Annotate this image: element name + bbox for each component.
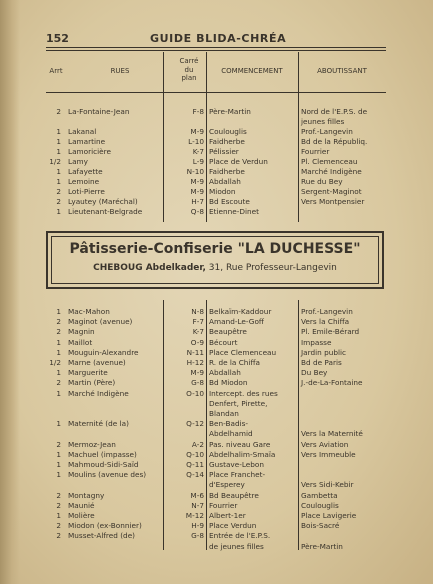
end-point: Jardin public [301,347,347,357]
end-point: Bd de Paris [301,358,342,367]
page-binding [0,0,20,584]
start-point: Blandan [209,409,239,418]
map-square: G-8 [191,378,204,388]
map-square: N-7 [191,500,204,510]
end-point: Impasse [301,337,332,347]
street-name: Magnin [68,327,95,337]
end-point: Sergent-Maginot [301,187,362,196]
table-row [46,307,386,317]
map-square: Q-12 [186,419,204,429]
start-point: de jeunes filles [209,541,264,551]
map-square: N-10 [186,167,204,176]
end-point: Vers Sidi-Kebir [301,480,354,490]
street-name: Maginot (avenue) [68,317,133,327]
start-point: Abdallah [209,368,241,378]
arrondissement: 2 [56,327,61,337]
start-point: Etienne-Dinet [209,207,259,216]
running-head: GUIDE BLIDA-CHRÉA [150,32,287,45]
table-row [46,117,386,127]
map-square: H-7 [191,197,204,206]
table-row [46,480,386,490]
start-point: Abdelhalim-Smaïa [209,449,276,459]
map-square: N-11 [186,347,204,357]
map-square: Q-11 [186,460,204,469]
header-rues: RUES [110,67,130,75]
arrondissement: 2 [56,378,61,388]
map-square: M-9 [190,127,204,136]
map-square: Q-14 [186,470,204,480]
street-name: Marché Indigène [68,388,129,398]
street-name: Marne (avenue) [68,358,126,367]
map-square: M-12 [185,511,204,520]
table-row [46,429,386,439]
end-point: Rue du Bey [301,177,343,186]
map-square: M-9 [190,187,204,196]
map-square: H-12 [186,358,204,367]
street-name: Lamoricière [68,147,111,156]
table-row [46,338,386,348]
table-row [46,511,386,521]
map-square: A-2 [191,439,204,449]
street-name: Lakanal [68,127,97,136]
street-name: Lamartine [68,137,106,146]
header-carre [172,57,206,83]
table-row [46,177,386,187]
end-point: Père-Martin [301,541,343,551]
advertisement-title: Pâtisserie-Confiserie "LA DUCHESSE" [69,241,361,257]
street-name: Lyautey (Maréchal) [68,197,138,206]
start-point: Bd Miodon [209,378,248,388]
end-point: Pl. Emile-Bérard [301,327,360,337]
start-point: Abdelhamid [209,429,253,439]
start-point: Intercept. des rues [209,388,278,398]
end-point: Nord de l'E.P.S. de [301,107,368,116]
map-square: K-7 [192,147,204,156]
table-row [46,542,386,552]
end-point: Place Lavigerie [301,511,357,520]
arrondissement: 1/2 [49,157,61,166]
header-arrt: Arrt [49,67,63,75]
start-point: Bd Beaupêtre [209,490,259,500]
header-carre-line3: plan [181,74,197,82]
street-name: Molière [68,511,95,520]
arrondissement: 1 [56,177,61,186]
start-point: Belkaïm-Kaddour [209,307,272,316]
arrondissement: 1 [56,127,61,136]
street-name: Marguerite [68,368,108,378]
start-point: R. de la Chiffa [209,358,260,367]
arrondissement: 1 [56,470,61,480]
map-square: F-7 [192,317,204,327]
start-point: Ben-Badis- [209,419,249,429]
advertisement-box [46,231,384,289]
end-point: Vers la Maternité [301,429,363,439]
end-point: Bd de la Républiq. [301,137,368,146]
table-row [46,358,386,368]
end-point: jeunes filles [301,117,345,126]
end-point: Coulouglis [301,500,339,510]
street-name: Moulins (avenue des) [68,470,147,480]
street-name: Mermoz-Jean [68,439,116,449]
arrondissement: 2 [56,197,61,206]
advertisement-street: 31, Rue Professeur-Langevin [205,263,337,273]
start-point: Faidherbe [209,137,245,146]
table-row [46,317,386,327]
map-square: H-9 [191,521,204,531]
end-point: Fourrier [301,147,330,156]
end-point: Vers la Chiffa [301,317,350,327]
arrondissement: 2 [56,317,61,327]
table-row [46,460,386,470]
page-number: 152 [46,32,69,45]
table-row [46,399,386,409]
table-row [46,107,386,117]
table-row [46,409,386,419]
end-point: Du Bey [301,368,328,378]
header-rule [46,92,386,93]
start-point: Faidherbe [209,167,245,176]
table-row [46,521,386,531]
street-name: Martin (Père) [68,378,116,388]
arrondissement: 2 [56,521,61,531]
arrondissement: 1 [56,511,61,520]
start-point: Entrée de l'E.P.S. [209,531,271,541]
header-carre-line2: du [184,65,194,74]
street-name: La-Fontaine-Jean [68,107,130,116]
table-row [46,440,386,450]
start-point: Place de Verdun [209,157,268,166]
start-point: Denfert, Pirette, [209,398,268,408]
table-row [46,419,386,429]
advertisement-address [48,263,382,273]
map-square: K-7 [192,327,204,337]
street-name: Lamy [68,157,88,166]
end-point: Prof.-Langevin [301,127,353,136]
end-point: Vers Montpensier [301,197,365,206]
end-point: Vers Immeuble [301,449,356,459]
end-point: Prof.-Langevin [301,307,353,316]
table-row [46,389,386,399]
table-row [46,167,386,177]
street-name: Maunié [68,500,95,510]
start-point: Bd Escoute [209,197,250,206]
map-square: Q-8 [190,207,204,216]
start-point: Amand-Le-Goff [209,317,264,327]
arrondissement: 1 [56,449,61,459]
street-name: Miodon (ex-Bonnier) [68,521,142,531]
street-name: Mouguin-Alexandre [68,347,139,357]
arrondissement: 1 [56,419,61,429]
arrondissement: 2 [56,439,61,449]
start-point: Place Verdun [209,521,257,531]
arrondissement: 1 [56,147,61,156]
street-name: Mahmoud-Sidi-Saïd [68,460,139,469]
table-row [46,491,386,501]
arrondissement: 1 [56,207,61,216]
street-name: Musset-Alfred (de) [68,531,136,541]
table-row [46,327,386,337]
header-aboutissant: ABOUTISSANT [317,67,367,75]
top-rule [46,47,386,48]
end-point: Pl. Clemenceau [301,157,358,166]
start-point: Abdallah [209,177,241,186]
table-row [46,348,386,358]
start-point: Place Clemenceau [209,347,277,357]
top-rule-thin [46,50,386,51]
table-row [46,470,386,480]
table-row [46,368,386,378]
arrondissement: 2 [56,107,61,116]
arrondissement: 1 [56,167,61,176]
start-point: Albert-1er [209,511,246,520]
map-square: L-9 [192,157,204,166]
start-point: Fourrier [209,500,238,510]
start-point: Miodon [209,187,236,196]
end-point: Bois-Sacré [301,521,340,531]
map-square: M-9 [190,177,204,186]
arrondissement: 2 [56,187,61,196]
start-point: Père-Martin [209,107,251,116]
table-row [46,137,386,147]
advertisement-owner: CHEBOUG Abdelkader, [93,263,206,273]
street-name: Lafayette [68,167,103,176]
table-row [46,197,386,207]
table-row [46,147,386,157]
street-name: Maillot [68,337,93,347]
map-square: N-8 [191,307,204,316]
arrondissement: 1/2 [49,358,61,367]
street-name: Loti-Pierre [68,187,105,196]
start-point: Place Franchet- [209,470,266,480]
arrondissement: 2 [56,500,61,510]
start-point: d'Esperey [209,480,245,490]
map-square: M-6 [190,490,204,500]
table-row [46,531,386,541]
table-row [46,157,386,167]
table-row [46,187,386,197]
arrondissement: 1 [56,337,61,347]
start-point: Beaupêtre [209,327,247,337]
street-name: Lemoine [68,177,100,186]
street-name: Machuel (impasse) [68,449,137,459]
start-point: Bécourt [209,337,238,347]
table-row [46,127,386,137]
map-square: L-10 [188,137,204,146]
header-commencement: COMMENCEMENT [221,67,283,75]
map-square: G-8 [191,531,204,541]
map-square: Q-10 [186,449,204,459]
arrondissement: 2 [56,531,61,541]
arrondissement: 2 [56,490,61,500]
arrondissement: 1 [56,368,61,378]
end-point: J.-de-La-Fontaine [301,378,363,388]
arrondissement: 1 [56,460,61,469]
map-square: M-9 [190,368,204,378]
arrondissement: 1 [56,307,61,316]
start-point: Pélissier [209,147,239,156]
table-row [46,501,386,511]
map-square: O-10 [186,388,204,398]
arrondissement: 1 [56,388,61,398]
street-name: Mac-Mahon [68,307,110,316]
end-point: Gambetta [301,490,338,500]
street-name: Lieutenant-Belgrade [68,207,143,216]
map-square: O-9 [190,337,204,347]
arrondissement: 1 [56,137,61,146]
end-point: Marché Indigène [301,167,362,176]
header-carre-line1: Carré [179,57,199,65]
map-square: F-8 [192,107,204,116]
table-row [46,450,386,460]
arrondissement: 1 [56,347,61,357]
street-name: Montagny [68,490,105,500]
start-point: Gustave-Lebon [209,460,265,469]
table-row [46,378,386,388]
table-row [46,207,386,217]
start-point: Pas. niveau Gare [209,439,271,449]
end-point: Vers Aviation [301,439,349,449]
start-point: Coulouglis [209,127,247,136]
street-name: Maternité (de la) [68,419,129,429]
